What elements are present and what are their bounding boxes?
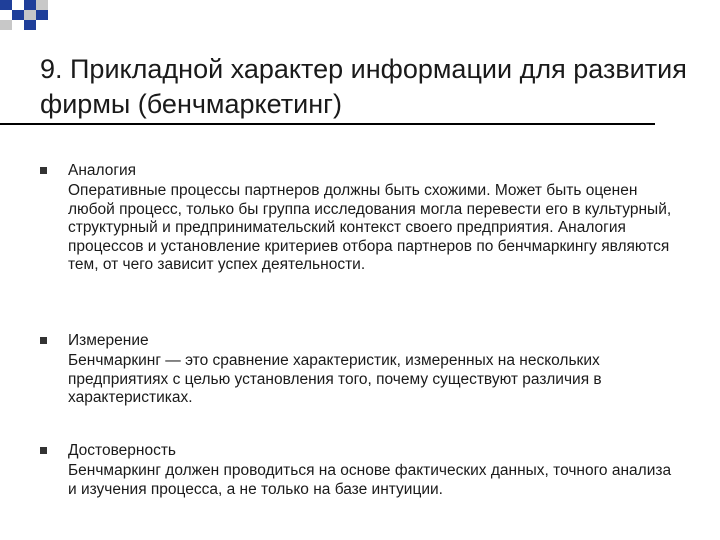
checkered-corner-icon [0, 0, 60, 32]
bullet-body: Бенчмаркинг — это сравнение характеристик, измеренных на нескольких предприятиях с целью установления того, почему существуют различия в характеристиках. [68, 352, 602, 406]
bullet-body: Бенчмаркинг должен проводиться на основе фактических данных, точного анализа и изучения процесса, а не только на базе интуиции. [68, 462, 672, 498]
square-bullet-icon [40, 447, 47, 454]
bullet-heading: Измерение [68, 332, 149, 349]
square-bullet-icon [40, 337, 47, 344]
bullet-list [40, 162, 680, 522]
square-bullet-icon [40, 167, 47, 174]
bullet-heading: Достоверность [68, 442, 176, 459]
bullet-item-analogy [40, 162, 680, 332]
slide-title: 9. Прикладной характер информации для развития фирмы (бенчмаркетинг) [40, 54, 687, 119]
bullet-body: Оперативные процессы партнеров должны быть схожими. Может быть оценен любой процесс, только бы группа исследования могла перевести его в культурный, структурный и предпринимательский контекст своего предприятия. Аналогия процессов и установление критериев отбора партнеров по бенчмаркингу являются тем, от чего зависит успех деятельности. [68, 182, 672, 273]
bullet-heading: Аналогия [68, 162, 137, 179]
title-underline [0, 123, 655, 125]
bullet-item-reliability [40, 442, 680, 522]
bullet-item-measurement [40, 332, 680, 442]
